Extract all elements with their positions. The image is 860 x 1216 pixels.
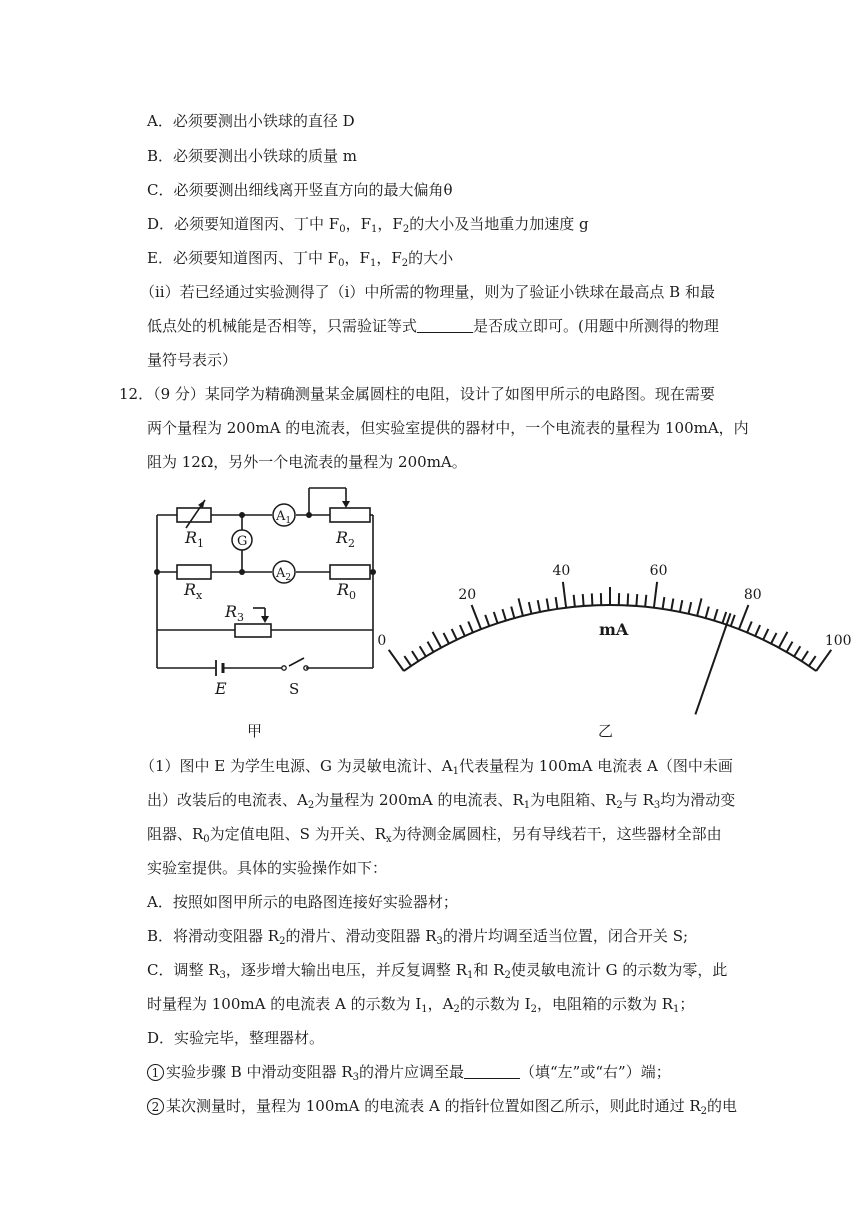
dial-tick: [636, 594, 637, 606]
dial-tick: [714, 609, 718, 620]
dial-tick-label: 80: [743, 586, 762, 603]
dial-tick: [420, 646, 426, 656]
dial-tick: [574, 595, 575, 607]
svg-text:S: S: [289, 680, 300, 698]
dial-tick-label: 60: [649, 563, 668, 580]
step-c-line2: 时量程为 100mA 的电流表 A 的示数为 $I_1$，$A_2$的示数为 $I_2$，电阻箱的示数为 $R_1$；: [147, 995, 695, 1015]
dial-tick: [816, 650, 831, 671]
dial-tick: [779, 632, 788, 648]
circuit-diagram: [150, 485, 390, 700]
svg-text:R1: $R_1$: [185, 528, 205, 550]
dial-tick: [654, 582, 657, 608]
dial-tick: [404, 656, 411, 666]
dial-tick: [592, 593, 593, 605]
part-ii-line3: 量符号表示）: [147, 351, 238, 369]
step-b: B．将滑动变阻器 $R_2$的滑片、滑动变阻器 $R_3$的滑片均调至适当位置，闭合开关 S;: [147, 927, 689, 947]
q12-line1: 12．（9 分）某同学为精确测量某金属圆柱的电阻，设计了如图甲所示的电路图。现在需要: [119, 385, 715, 403]
svg-text:G: G: [237, 534, 248, 549]
figure-jia-caption: 甲: [247, 722, 263, 740]
dial-tick: [511, 607, 514, 619]
dial-tick-label: 0: [377, 633, 387, 650]
dial-tick: [697, 598, 701, 615]
svg-text:E: E: [215, 679, 227, 698]
part1-line1: （1）图中 E 为学生电源、G 为灵敏电流计、$A_1$代表量程为 100mA 电流表 A（图中未画: [140, 757, 733, 777]
circled-number: 2: [147, 1098, 164, 1115]
dial-tick: [529, 602, 532, 614]
option-b: B．必须要测出小铁球的质量 m: [147, 147, 358, 165]
part1-line4: 实验室提供。具体的实验操作如下：: [147, 859, 388, 877]
figure-yi-caption: 乙: [598, 722, 614, 740]
dial-tick: [671, 599, 673, 611]
dial-tick: [787, 642, 793, 652]
part1-line2: 出）改装后的电流表、$A_2$为量程为 200mA 的电流表、$R_1$为电阻箱、$R_2$与 $R_3$均为滑动变: [147, 791, 736, 811]
dial-pointer: [695, 613, 730, 714]
dial-tick: [502, 609, 506, 620]
dial-tick: [794, 646, 800, 656]
dial-tick: [763, 629, 768, 640]
dial-tick: [389, 650, 404, 671]
dial-tick: [706, 607, 709, 619]
part-ii-line1: （ii）若已经通过实验测得了（i）中所需的物理量，则为了验证小铁球在最高点 B 和最: [140, 283, 715, 301]
ammeter-dial: [377, 510, 852, 670]
dial-tick: [519, 598, 523, 615]
dial-tick: [452, 629, 457, 640]
option-e: E．必须要知道图丙、丁中 $F_0$，$F_1$，$F_2$的大小: [147, 249, 454, 269]
dial-unit: mA: [599, 620, 629, 639]
option-d: D．必须要知道图丙、丁中 $F_0$，$F_1$，$F_2$的大小及当地重力加速度 g: [147, 215, 589, 235]
dial-tick: [472, 605, 481, 629]
q12-line3: 阻为 12Ω，另外一个电流表的量程为 200mA。: [147, 453, 467, 471]
dial-tick: [747, 621, 752, 632]
dial-tick: [680, 600, 682, 612]
dial-tick-label: 40: [552, 563, 571, 580]
dial-tick: [556, 597, 558, 609]
dial-tick: [809, 656, 816, 666]
dial-tick: [443, 633, 448, 644]
dial-tick: [547, 599, 549, 611]
option-a: A．必须要测出小铁球的直径 D: [147, 112, 355, 130]
svg-text:A1: $A_1$: [276, 509, 292, 526]
dial-tick: [433, 632, 442, 648]
q12-line2: 两个量程为 200mA 的电流表，但实验室提供的器材中，一个电流表的量程为 100mA，内: [147, 419, 749, 437]
part1-line3: 阻器、$R_0$为定值电阻、S 为开关、$R_x$为待测金属圆柱，另有导线若干，这些器材全部由: [147, 825, 722, 845]
answer-blank: [417, 318, 473, 333]
dial-tick: [645, 595, 646, 607]
dial-tick: [722, 612, 726, 623]
dial-tick: [427, 642, 433, 652]
circled-number: 1: [147, 1064, 164, 1081]
dial-tick: [412, 651, 418, 661]
dial-tick: [802, 651, 808, 661]
step-a: A．按照如图甲所示的电路图连接好实验器材；: [147, 893, 458, 911]
dial-tick: [731, 615, 735, 626]
option-c: C．必须要测出细线离开竖直方向的最大偏角θ: [147, 181, 453, 199]
dial-tick: [494, 612, 498, 623]
dial-tick: [689, 602, 692, 614]
dial-tick: [771, 633, 776, 644]
svg-text:Rx: $R_x$: [184, 580, 203, 602]
step-c-line1: C．调整 $R_3$，逐步增大输出电压，并反复调整 $R_1$和 $R_2$使灵敏电流计 G 的示数为零，此: [147, 961, 728, 981]
answer-blank: [464, 1064, 520, 1079]
part-ii-line2: 低点处的机械能是否相等，只需验证等式 是否成立即可。(用题中所测得的物理: [147, 317, 719, 335]
dial-tick: [628, 593, 629, 605]
svg-text:R3: $R_3$: [225, 602, 245, 624]
svg-text:R2: $R_2$: [336, 528, 356, 550]
dial-tick: [563, 582, 566, 608]
step-d: D．实验完毕，整理器材。: [147, 1029, 325, 1047]
svg-text:A2: $A_2$: [276, 566, 292, 583]
dial-tick: [583, 594, 584, 606]
dial-tick: [755, 625, 760, 636]
dial-tick: [468, 621, 473, 632]
dial-tick-label: 20: [458, 586, 477, 603]
dial-tick: [460, 625, 465, 636]
svg-text:R0: $R_0$: [337, 580, 357, 602]
dial-tick-label: 100: [824, 633, 852, 650]
dial-tick: [485, 615, 489, 626]
dial-tick: [663, 597, 665, 609]
item-2: 2 某次测量时，量程为 100mA 的电流表 A 的指针位置如图乙所示，则此时通过 $R_2$的电: [147, 1096, 737, 1122]
item-1: 1 实验步骤 B 中滑动变阻器 $R_3$的滑片应调至最 （填“左”或“右”）端；: [147, 1062, 671, 1088]
dial-tick: [739, 605, 748, 629]
dial-tick: [538, 600, 540, 612]
